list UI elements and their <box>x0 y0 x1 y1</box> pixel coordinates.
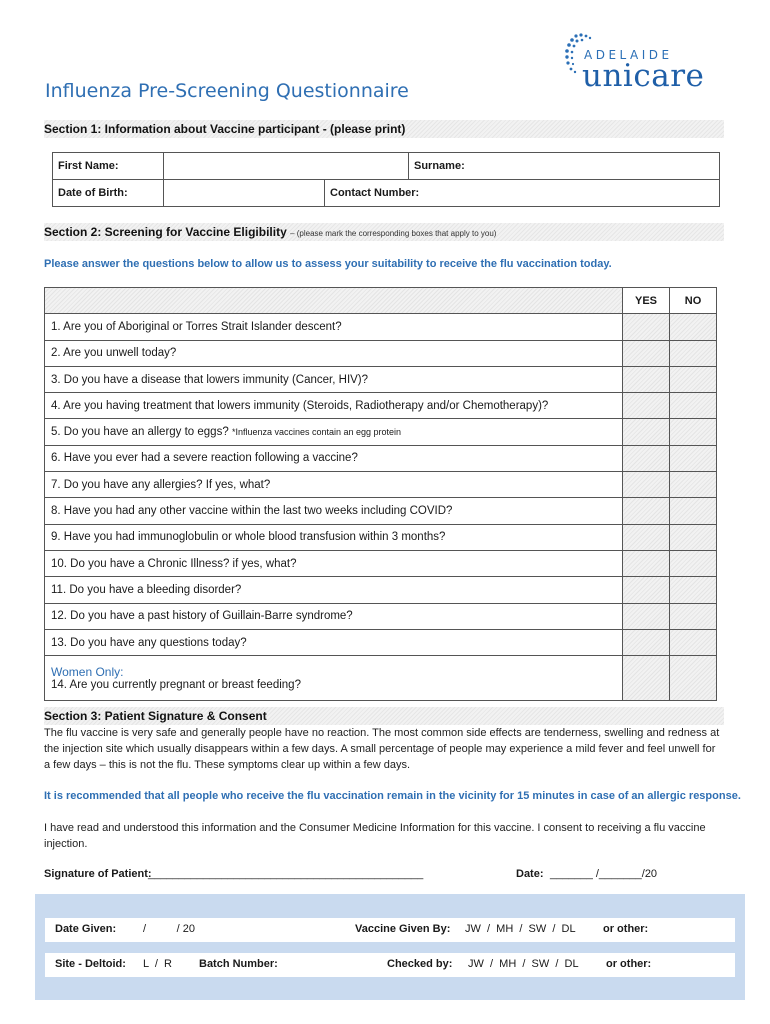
signature-line[interactable]: _____________________________________________ <box>148 868 424 880</box>
date-line[interactable]: _______ /_______/20 <box>550 868 658 880</box>
checked-by-options[interactable]: JW / MH / SW / DL <box>468 958 579 970</box>
yes-checkbox[interactable] <box>623 498 670 524</box>
page-title: Influenza Pre-Screening Questionnaire <box>45 80 409 102</box>
questions-header-blank <box>45 288 623 314</box>
no-checkbox[interactable] <box>670 577 717 603</box>
yes-column-header: YES <box>623 288 670 314</box>
administration-row-1 <box>45 918 735 942</box>
yes-checkbox[interactable] <box>623 550 670 576</box>
dob-field[interactable] <box>164 180 325 207</box>
date-given-value[interactable]: / / 20 <box>143 923 195 935</box>
question-row <box>45 445 717 471</box>
date-label: Date: <box>516 868 544 880</box>
question-row <box>45 629 717 655</box>
screening-instruction: Please answer the questions below to allow us to assess your suitability to receive the flu vaccination today. <box>44 258 612 270</box>
question-row <box>45 577 717 603</box>
surname-label: Surname: <box>414 160 465 172</box>
participant-info-table <box>52 152 720 207</box>
question-5-text: 5. Do you have an allergy to eggs? <box>51 426 229 439</box>
no-checkbox[interactable] <box>670 498 717 524</box>
question-text: 12. Do you have a past history of Guillain-Barre syndrome? <box>45 603 623 629</box>
date-given-label: Date Given: <box>55 923 117 935</box>
question-text: 9. Have you had immunoglobulin or whole blood transfusion within 3 months? <box>45 524 623 550</box>
question-row <box>45 472 717 498</box>
question-row <box>45 603 717 629</box>
no-checkbox[interactable] <box>670 366 717 392</box>
vaccine-info-paragraph: The flu vaccine is very safe and generally people have no reaction. The most common side effects are tenderness, swelling and redness at the injection site which usually disappears within a few days. A small percentage of people may experience a mild fever and feel unwell for a few days – this is not the flu. These symptoms clear up within a few days. <box>44 727 720 771</box>
question-text: 3. Do you have a disease that lowers immunity (Cancer, HIV)? <box>45 366 623 392</box>
yes-checkbox[interactable] <box>623 340 670 366</box>
section2-heading-note: – (please mark the corresponding boxes that apply to you) <box>290 229 497 238</box>
no-checkbox[interactable] <box>670 603 717 629</box>
question-text: 2. Are you unwell today? <box>45 340 623 366</box>
yes-checkbox[interactable] <box>623 445 670 471</box>
administration-row-2 <box>45 953 735 977</box>
section2-heading <box>44 223 724 241</box>
no-checkbox[interactable] <box>670 656 717 701</box>
yes-checkbox[interactable] <box>623 603 670 629</box>
first-name-label: First Name: <box>53 153 164 180</box>
consent-paragraph: I have read and understood this information and the Consumer Medicine Information for this vaccine. I consent to receiving a flu vaccine injection. <box>44 822 706 850</box>
yes-checkbox[interactable] <box>623 524 670 550</box>
question-text <box>45 419 623 445</box>
question-14-text: 14. Are you currently pregnant or breast feeding? <box>51 679 301 692</box>
section3-heading-text: Section 3: Patient Signature & Consent <box>44 709 267 723</box>
signature-label: Signature of Patient: <box>44 868 152 880</box>
adelaide-unicare-logo <box>562 32 722 92</box>
no-checkbox[interactable] <box>670 629 717 655</box>
no-column-header: NO <box>670 288 717 314</box>
question-row <box>45 524 717 550</box>
contact-number-label: Contact Number: <box>330 187 420 199</box>
first-name-field[interactable] <box>164 153 409 180</box>
question-text: 11. Do you have a bleeding disorder? <box>45 577 623 603</box>
question-row <box>45 314 717 340</box>
screening-questions-table <box>44 287 717 701</box>
surname-field[interactable] <box>409 153 720 180</box>
question-text: 13. Do you have any questions today? <box>45 629 623 655</box>
question-text: 10. Do you have a Chronic Illness? if yes, what? <box>45 550 623 576</box>
question-text: 8. Have you had any other vaccine within the last two weeks including COVID? <box>45 498 623 524</box>
logo-top-text: ADELAIDE <box>584 48 673 62</box>
question-row <box>45 498 717 524</box>
yes-checkbox[interactable] <box>623 472 670 498</box>
checked-by-label: Checked by: <box>387 958 453 970</box>
yes-checkbox[interactable] <box>623 314 670 340</box>
section3-heading <box>44 707 724 725</box>
site-deltoid-label: Site - Deltoid: <box>55 958 126 970</box>
yes-checkbox[interactable] <box>623 393 670 419</box>
site-deltoid-options[interactable]: L / R <box>143 958 172 970</box>
question-text: 7. Do you have any allergies? If yes, what? <box>45 472 623 498</box>
dob-label: Date of Birth: <box>53 180 164 207</box>
yes-checkbox[interactable] <box>623 366 670 392</box>
no-checkbox[interactable] <box>670 550 717 576</box>
question-text: 6. Have you ever had a severe reaction following a vaccine? <box>45 445 623 471</box>
checked-by-other-label: or other: <box>606 958 652 970</box>
administration-panel <box>35 894 745 1000</box>
question-row <box>45 419 717 445</box>
no-checkbox[interactable] <box>670 314 717 340</box>
question-row <box>45 656 717 701</box>
no-checkbox[interactable] <box>670 445 717 471</box>
logo-main-text: unicare <box>582 58 705 94</box>
women-only-label: Women Only: <box>51 665 124 680</box>
vaccine-given-by-options[interactable]: JW / MH / SW / DL <box>465 923 576 935</box>
section1-heading <box>44 120 724 138</box>
batch-number-label: Batch Number: <box>199 958 278 970</box>
question-text <box>45 656 623 701</box>
egg-protein-note: *Influenza vaccines contain an egg protein <box>231 427 402 438</box>
question-text: 1. Are you of Aboriginal or Torres Strait Islander descent? <box>45 314 623 340</box>
contact-number-field[interactable] <box>325 180 720 207</box>
yes-checkbox[interactable] <box>623 577 670 603</box>
question-row <box>45 340 717 366</box>
question-row <box>45 366 717 392</box>
no-checkbox[interactable] <box>670 419 717 445</box>
question-text: 4. Are you having treatment that lowers immunity (Steroids, Radiotherapy and/or Chemotherapy)? <box>45 393 623 419</box>
no-checkbox[interactable] <box>670 472 717 498</box>
no-checkbox[interactable] <box>670 393 717 419</box>
question-row <box>45 550 717 576</box>
yes-checkbox[interactable] <box>623 419 670 445</box>
no-checkbox[interactable] <box>670 340 717 366</box>
section1-heading-text: Section 1: Information about Vaccine participant - (please print) <box>44 122 406 136</box>
vaccine-given-by-other-label: or other: <box>603 923 649 935</box>
no-checkbox[interactable] <box>670 524 717 550</box>
recommendation-text: It is recommended that all people who receive the flu vaccination remain in the vicinity for 15 minutes in case of an allergic response. <box>44 790 741 802</box>
section2-heading-text: Section 2: Screening for Vaccine Eligibility <box>44 225 287 239</box>
yes-checkbox[interactable] <box>623 656 670 701</box>
yes-checkbox[interactable] <box>623 629 670 655</box>
vaccine-given-by-label: Vaccine Given By: <box>355 923 451 935</box>
question-row <box>45 393 717 419</box>
